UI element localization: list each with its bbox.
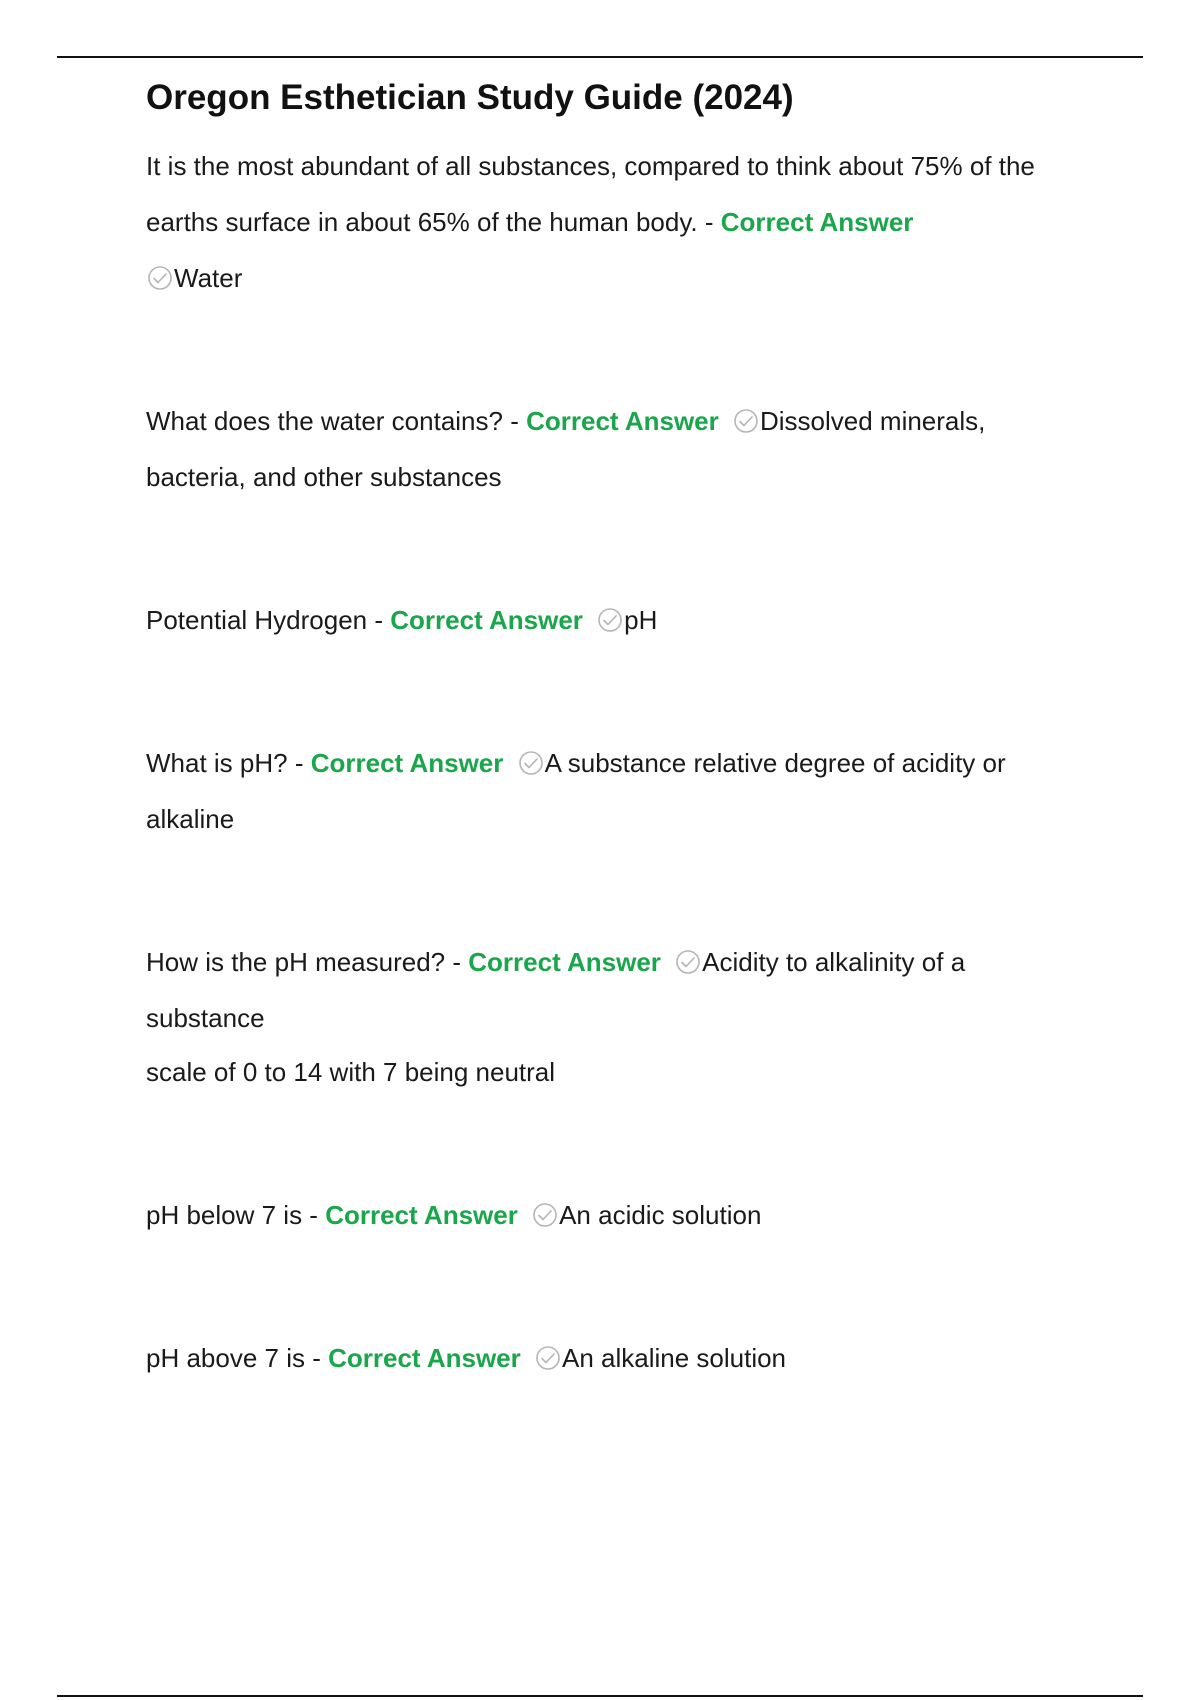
check-circle-icon (146, 264, 174, 292)
top-rule (57, 56, 1143, 58)
question-text: What is pH? (146, 748, 288, 778)
question-text: What does the water contains? (146, 406, 503, 436)
correct-answer-label: Correct Answer (325, 1200, 518, 1230)
separator: - (287, 748, 311, 778)
qa-item (146, 138, 1076, 306)
correct-answer-label: Correct Answer (720, 207, 914, 237)
correct-answer-label: Correct Answer (526, 406, 719, 436)
correct-answer-label: Correct Answer (468, 947, 661, 977)
check-circle-icon (732, 407, 760, 435)
check-circle-icon (534, 1344, 562, 1372)
answer-text: An acidic solution (559, 1200, 762, 1230)
qa-item (146, 592, 1076, 648)
answer-text: Water (174, 263, 243, 293)
question-text: pH below 7 is (146, 1200, 303, 1230)
qa-item (146, 1330, 1076, 1386)
check-circle-icon (674, 948, 702, 976)
separator: - (697, 207, 721, 237)
page-title: Oregon Esthetician Study Guide (2024) (146, 78, 794, 117)
question-text: How is the pH measured? (146, 947, 446, 977)
question-text: pH above 7 is (146, 1343, 305, 1373)
qa-item (146, 934, 1076, 1046)
correct-answer-label: Correct Answer (310, 748, 504, 778)
correct-answer-label: Correct Answer (328, 1343, 521, 1373)
answer-text: An alkaline solution (561, 1343, 787, 1373)
qa-item (146, 393, 1076, 505)
bottom-rule (57, 1695, 1143, 1697)
check-circle-icon (596, 606, 624, 634)
answer-text: A substance relative degree of acidity or alkaline (146, 748, 1006, 834)
answer-note: scale of 0 to 14 with 7 being neutral (146, 1057, 556, 1087)
answer-text: Acidity to alkalinity of a substance (146, 947, 966, 1033)
separator: - (302, 1200, 326, 1230)
separator: - (502, 406, 527, 436)
separator: - (367, 605, 391, 635)
answer-text: pH (624, 605, 658, 635)
separator: - (304, 1343, 329, 1373)
qa-item (146, 1187, 1076, 1243)
correct-answer-label: Correct Answer (390, 605, 583, 635)
check-circle-icon (531, 1201, 559, 1229)
qa-item (146, 735, 1076, 847)
separator: - (445, 947, 469, 977)
question-text: Potential Hydrogen (146, 605, 368, 635)
answer-text: Dissolved minerals, bacteria, and other substances (146, 406, 986, 492)
check-circle-icon (517, 749, 545, 777)
question-text: It is the most abundant of all substances, compared to think about 75% of the earths surface in about 65% of the human body. (146, 151, 1035, 237)
document-body (146, 72, 1076, 1386)
